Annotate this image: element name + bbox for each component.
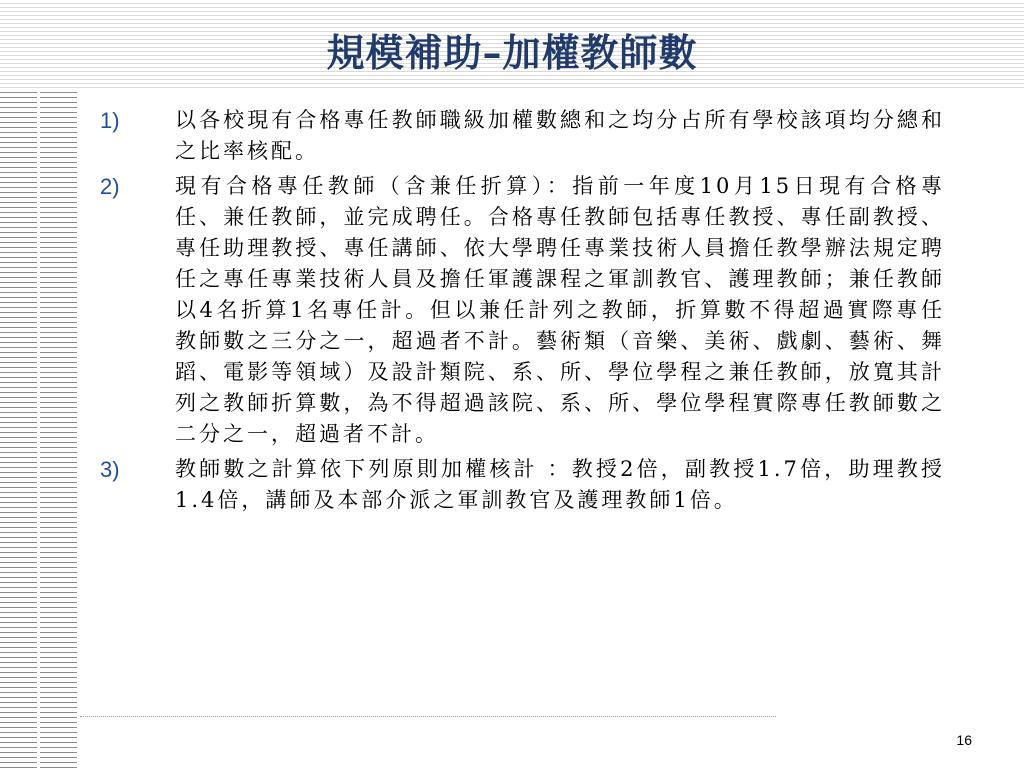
list-item-text: 現有合格專任教師（含兼任折算）：指前一年度10月15日現有合格專任、兼任教師，並完成聘任。合格專任教師包括專任教授、專任副教授、專任助理教授、專任講師、依大學聘任專業技術人員擔任教學辦法規定聘任之專任專業技術人員及擔任軍護課程之軍訓教官、護理教師；兼任教師以4名折算1名專任計。但以兼任計列之教師，折算數不得超過實際專任教師數之三分之一，超過者不計。藝術類（音樂、美術、戲劇、藝術、舞蹈、電影等領域）及設計類院、系、所、學位學程之兼任教師，放寬其計列之教師折算數，為不得超過該院、系、所、學位學程實際專任教師數之二分之一，超過者不計。 (175, 174, 945, 446)
footer-divider (80, 716, 776, 717)
list-item-text: 教師數之計算依下列原則加權核計 ：教授2倍，副教授1.7倍，助理教授1.4倍，講師及本部介派之軍訓教官及護理教師1倍。 (175, 457, 945, 512)
left-decorative-bar (0, 88, 78, 768)
slide-body (100, 105, 960, 520)
slide-title: 規模補助–加權教師數 (326, 30, 698, 75)
list-item (100, 105, 960, 167)
list-item-number: 3) (100, 457, 120, 482)
list-item (100, 454, 960, 516)
list-item-number: 2) (100, 174, 120, 199)
list-item-number: 1) (100, 108, 120, 133)
page-number: 16 (956, 732, 972, 748)
list-item-text: 以各校現有合格專任教師職級加權數總和之均分占所有學校該項均分總和之比率核配。 (175, 108, 945, 163)
list-item (100, 171, 960, 450)
